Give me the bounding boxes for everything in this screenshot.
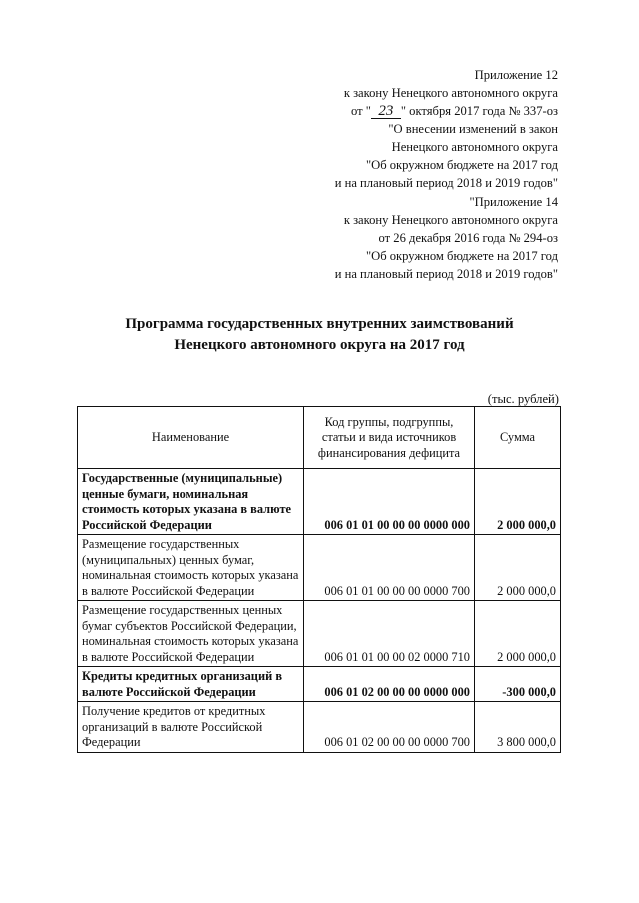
row-sum: 2 000 000,0 (475, 601, 561, 667)
row-name: Получение кредитов от кредитных организаций в валюте Российской Федерации (78, 702, 304, 753)
row-sum: 2 000 000,0 (475, 469, 561, 535)
table-row (78, 702, 561, 753)
row-name: Государственные (муниципальные) ценные бумаги, номинальная стоимость которых указана в валюте Российской Федерации (78, 469, 304, 535)
title-line: Программа государственных внутренних заимствований (125, 316, 514, 332)
row-sum: 2 000 000,0 (475, 535, 561, 601)
annex-line: "Приложение 14 (469, 195, 558, 209)
annex-line: к закону Ненецкого автономного округа (343, 86, 558, 100)
row-code: 006 01 01 00 00 00 0000 700 (304, 535, 475, 601)
table-row (78, 667, 561, 702)
annex-line: от 26 декабря 2016 года № 294-оз (378, 231, 558, 245)
annex-line: "Об окружном бюджете на 2017 год (365, 158, 558, 172)
annex-line: Ненецкого автономного округа (391, 140, 558, 154)
title-line: Ненецкого автономного округа на 2017 год (174, 337, 465, 353)
table-row (78, 469, 561, 535)
annex-line: "О внесении изменений в закон (388, 122, 558, 136)
header-name: Наименование (78, 407, 304, 469)
annex-12-header (335, 66, 558, 192)
row-name: Размещение государственных ценных бумаг субъектов Российской Федерации, номинальная стоимость которых указана в валюте Российской Федерации (78, 601, 304, 667)
table-row (78, 601, 561, 667)
borrowing-program-table (77, 406, 561, 753)
date-prefix: от " (350, 104, 371, 118)
row-sum: -300 000,0 (475, 667, 561, 702)
annex-line: Приложение 12 (474, 68, 558, 82)
row-code: 006 01 02 00 00 00 0000 000 (304, 667, 475, 702)
annex-line: "Об окружном бюджете на 2017 год (365, 249, 558, 263)
row-code: 006 01 01 00 00 00 0000 000 (304, 469, 475, 535)
row-code: 006 01 02 00 00 00 0000 700 (304, 702, 475, 753)
date-suffix: " октября 2017 года № 337-оз (400, 104, 558, 118)
header-code: Код группы, подгруппы, статьи и вида источников финансирования дефицита (304, 407, 475, 469)
row-sum: 3 800 000,0 (475, 702, 561, 753)
annex-line: и на плановый период 2018 и 2019 годов" (334, 176, 558, 190)
annex-line: к закону Ненецкого автономного округа (343, 213, 558, 227)
document-title (0, 314, 639, 356)
unit-label: (тыс. рублей) (487, 392, 559, 406)
table-row (78, 535, 561, 601)
row-code: 006 01 01 00 00 02 0000 710 (304, 601, 475, 667)
handwritten-day: 23 (371, 104, 401, 119)
table-header-row (78, 407, 561, 469)
annex-date-line (335, 102, 558, 120)
header-sum: Сумма (475, 407, 561, 469)
annex-line: и на плановый период 2018 и 2019 годов" (334, 267, 558, 281)
row-name: Размещение государственных (муниципальных) ценных бумаг, номинальная стоимость которых указана в валюте Российской Федерации (78, 535, 304, 601)
row-name: Кредиты кредитных организаций в валюте Российской Федерации (78, 667, 304, 702)
annex-14-header (335, 193, 558, 283)
